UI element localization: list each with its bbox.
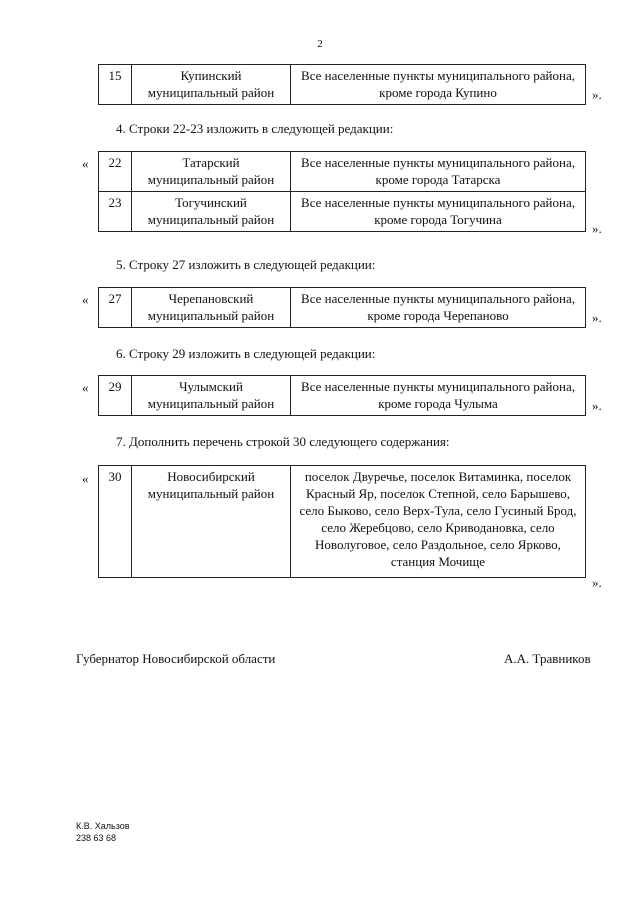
closing-quote: ». [592, 221, 602, 236]
closing-quote: ». [592, 310, 602, 325]
opening-quote: « [82, 471, 89, 486]
district-name: Купинский муниципальный район [132, 65, 291, 105]
paragraph-6: 6. Строку 29 изложить в следующей редакции: [116, 346, 376, 361]
table-row [99, 192, 586, 232]
paragraph-7: 7. Дополнить перечень строкой 30 следующего содержания: [116, 434, 450, 449]
table-row [99, 152, 586, 192]
page-number: 2 [317, 38, 323, 50]
executor-name: К.В. Хальзов [76, 821, 130, 831]
district-name: Черепановский муниципальный район [132, 288, 291, 328]
settlements-cell: Все населенные пункты муниципального района, кроме города Татарска [291, 152, 586, 192]
row-number: 30 [99, 466, 132, 578]
table-row-30 [98, 465, 586, 578]
table-row [99, 376, 586, 416]
district-name: Чулымский муниципальный район [132, 376, 291, 416]
row-number: 23 [99, 192, 132, 232]
settlements-cell: Все населенные пункты муниципального района, кроме города Чулыма [291, 376, 586, 416]
settlements-cell: Все населенные пункты муниципального района, кроме города Купино [291, 65, 586, 105]
table-row [99, 288, 586, 328]
row-number: 29 [99, 376, 132, 416]
executor-phone: 238 63 68 [76, 833, 117, 843]
closing-quote: ». [592, 398, 602, 413]
opening-quote: « [82, 156, 89, 171]
row-number: 22 [99, 152, 132, 192]
table-row-29 [98, 375, 586, 416]
settlements-cell: поселок Двуречье, поселок Витаминка, поселок Красный Яр, поселок Степной, село Барышево, село Быково, село Верх-Тула, село Гусиный Брод, село Жеребцово, село Криводановка, село Новолуговое, село Раздольное, село Ярково, станция Мочище [291, 466, 586, 578]
paragraph-5: 5. Строку 27 изложить в следующей редакции: [116, 257, 376, 272]
opening-quote: « [82, 380, 89, 395]
table-rows-22-23 [98, 151, 586, 232]
opening-quote: « [82, 292, 89, 307]
table-row-15 [98, 64, 586, 105]
settlements-cell: Все населенные пункты муниципального района, кроме города Черепаново [291, 288, 586, 328]
district-name: Татарский муниципальный район [132, 152, 291, 192]
paragraph-4: 4. Строки 22-23 изложить в следующей редакции: [116, 121, 394, 136]
district-name: Тогучинский муниципальный район [132, 192, 291, 232]
governor-signature-name: А.А. Травников [504, 651, 591, 666]
settlements-cell: Все населенные пункты муниципального района, кроме города Тогучина [291, 192, 586, 232]
table-row [99, 65, 586, 105]
table-row-27 [98, 287, 586, 328]
district-name: Новосибирский муниципальный район [132, 466, 291, 578]
closing-quote: ». [592, 575, 602, 590]
table-row [99, 466, 586, 578]
row-number: 15 [99, 65, 132, 105]
row-number: 27 [99, 288, 132, 328]
governor-title: Губернатор Новосибирской области [76, 651, 276, 666]
closing-quote: ». [592, 87, 602, 102]
